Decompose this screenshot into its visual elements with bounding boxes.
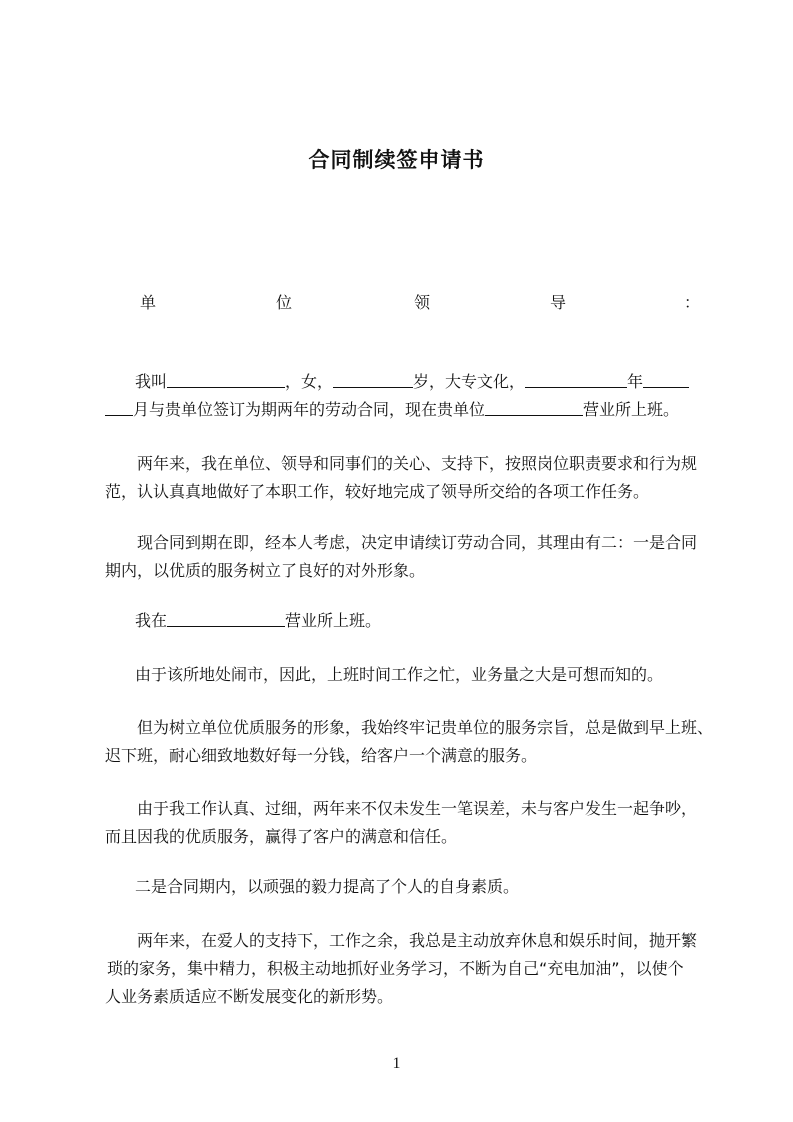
month-blank-start (643, 371, 689, 388)
paragraph-1 (105, 368, 705, 424)
paragraph-5 (105, 661, 705, 689)
name-blank (167, 371, 285, 388)
salutation-char-4: 导 (550, 293, 567, 312)
p1-text-c: 岁，大专文化， (413, 372, 526, 391)
p4-text-b: 营业所上班。 (285, 611, 382, 630)
paragraph-1-line-1 (105, 368, 705, 396)
paragraph-9 (105, 927, 705, 1011)
paragraph-3 (105, 529, 705, 585)
paragraph-3-line-2: 期内，以优质的服务树立了良好的对外形象。 (105, 561, 426, 580)
salutation-char-3: 领 (414, 293, 431, 312)
p1-text-b: ，女， (285, 372, 334, 391)
paragraph-7-line-1: 由于我工作认真、过细，两年来不仅未发生一笔误差，未与客户发生一起争吵， (137, 799, 698, 818)
p4-text-a: 我在 (135, 611, 168, 630)
paragraph-4-line-1 (105, 607, 705, 635)
p1-text-d: 年 (627, 372, 644, 391)
paragraph-2-line-1: 两年来，我在单位、领导和同事们的关心、支持下，按照岗位职责要求和行为规 (137, 454, 698, 473)
year-blank (525, 371, 627, 388)
page-number: 1 (392, 1055, 401, 1072)
paragraph-7-line-2: 而且因我的优质服务，赢得了客户的满意和信任。 (105, 827, 458, 846)
paragraph-6-line-1: 但为树立单位优质服务的形象，我始终牢记贵单位的服务宗旨，总是做到早上班、 (137, 718, 714, 737)
p1-text-f: 营业所上班。 (583, 400, 680, 419)
office-blank (485, 399, 583, 416)
paragraph-2 (105, 450, 705, 506)
p1-text-a: 我叫 (135, 372, 168, 391)
paragraph-4 (105, 607, 705, 635)
paragraph-5-line-1: 由于该所地处闹市，因此，上班时间工作之忙，业务量之大是可想而知的。 (135, 665, 664, 684)
salutation-char-1: 单 (140, 293, 157, 312)
paragraph-6-line-2: 迟下班，耐心细致地数好每一分钱，给客户一个满意的服务。 (105, 746, 538, 765)
salutation-colon: ： (684, 293, 701, 312)
paragraph-9-line-1: 两年来，在爱人的支持下，工作之余，我总是主动放弃休息和娱乐时间，抛开繁 (137, 931, 698, 950)
paragraph-1-line-2 (105, 396, 705, 424)
paragraph-8 (105, 873, 705, 901)
document-title: 合同制续签申请书 (308, 148, 485, 172)
month-blank-end (105, 399, 133, 416)
salutation-char-2: 位 (276, 293, 293, 312)
workplace-blank (167, 610, 285, 627)
paragraph-7 (105, 795, 705, 851)
age-blank (333, 371, 413, 388)
paragraph-9-line-2: 琐的家务，集中精力，积极主动地抓好业务学习，不断为自己“充电加油”，以使个 (107, 959, 684, 978)
paragraph-2-line-2: 范，认认真真地做好了本职工作，较好地完成了领导所交给的各项工作任务。 (105, 482, 650, 501)
paragraph-8-line-1: 二是合同期内，以顽强的毅力提高了个人的自身素质。 (135, 877, 520, 896)
p1-text-e: 月与贵单位签订为期两年的劳动合同，现在贵单位 (133, 400, 486, 419)
paragraph-9-line-3: 人业务素质适应不断发展变化的新形势。 (105, 987, 394, 1006)
paragraph-6 (105, 714, 714, 770)
paragraph-3-line-1: 现合同到期在即，经本人考虑，决定申请续订劳动合同，其理由有二：一是合同 (137, 533, 698, 552)
